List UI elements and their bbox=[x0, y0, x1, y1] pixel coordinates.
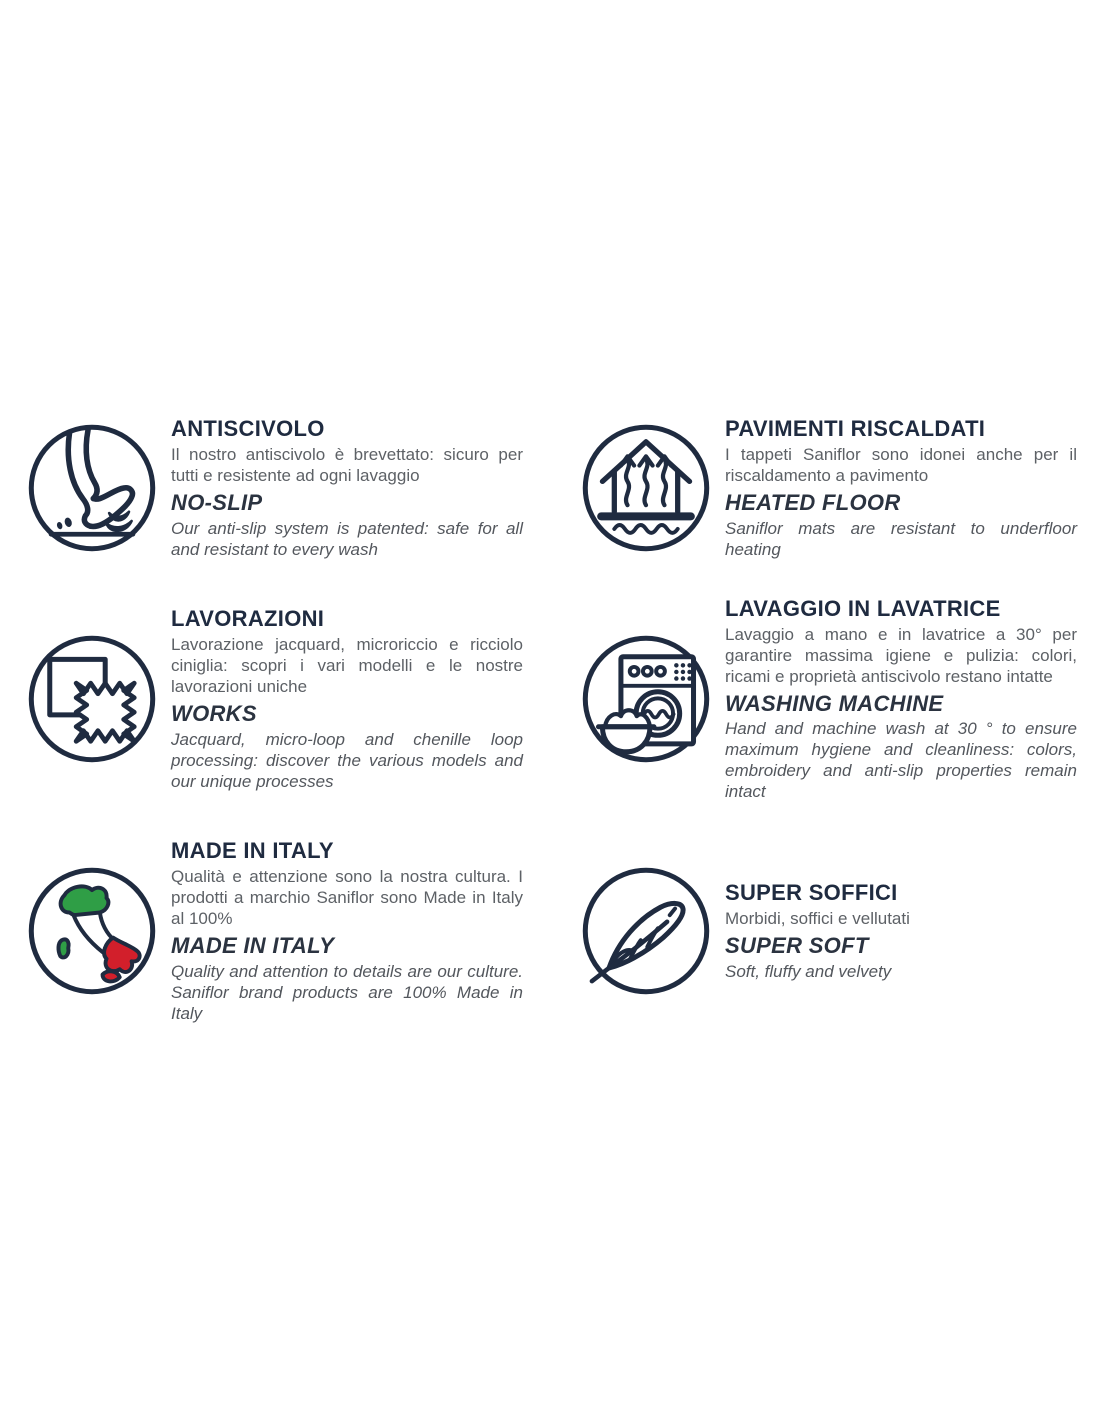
feature-desc-en: Soft, fluffy and velvety bbox=[725, 961, 892, 981]
feature-desc-en: Hand and machine wash at 30 ° to ensure maximum hygiene and cleanliness: colors, embroidery and anti-slip properties remain intact bbox=[725, 719, 1077, 802]
feature-desc-it: I tappeti Saniflor sono idonei anche per il riscaldamento a pavimento bbox=[725, 445, 1077, 486]
feature-title-it: LAVORAZIONI bbox=[171, 606, 325, 632]
feature-title-en: MADE IN ITALY bbox=[171, 933, 335, 959]
feature-made-in-italy bbox=[26, 838, 526, 1024]
heated-floor-icon bbox=[580, 422, 712, 554]
feature-text-block bbox=[171, 416, 523, 560]
feature-desc-it: Lavaggio a mano e in lavatrice a 30° per garantire massima igiene e pulizia: colori, ricami e proprietà antiscivolo restano intatte bbox=[725, 624, 1077, 686]
feature-text-block bbox=[725, 416, 1077, 560]
feature-title-en: HEATED FLOOR bbox=[725, 490, 901, 516]
feature-desc-it: Lavorazione jacquard, microriccio e ricciolo ciniglia: scopri i vari modelli e le nostre lavorazioni uniche bbox=[171, 635, 523, 697]
feature-title-en: WASHING MACHINE bbox=[725, 690, 944, 716]
feature-text-block bbox=[725, 880, 1077, 982]
italy-map-icon bbox=[26, 865, 158, 997]
feature-title-it: PAVIMENTI RISCALDATI bbox=[725, 416, 986, 441]
feature-lavorazioni bbox=[26, 606, 526, 792]
feature-title-it: MADE IN ITALY bbox=[171, 838, 334, 864]
feature-desc-it: Morbidi, soffici e vellutati bbox=[725, 909, 910, 929]
feature-title-it: LAVAGGIO IN LAVATRICE bbox=[725, 595, 1001, 621]
washing-machine-icon bbox=[580, 633, 712, 765]
feature-title-it: SUPER SOFFICI bbox=[725, 880, 898, 906]
feature-text-block bbox=[725, 596, 1077, 803]
feature-desc-en: Jacquard, micro-loop and chenille loop processing: discover the various models and our unique processes bbox=[171, 729, 523, 791]
feature-desc-en: Quality and attention to details are our culture. Saniflor brand products are 100% Made in Italy bbox=[171, 961, 523, 1023]
feature-antiscivolo bbox=[26, 416, 526, 560]
features-grid bbox=[26, 416, 1082, 1024]
feature-text-block bbox=[171, 838, 523, 1024]
feature-text-block bbox=[171, 606, 523, 792]
feature-desc-en: Our anti-slip system is patented: safe for all and resistant to every wash bbox=[171, 518, 523, 559]
foot-no-slip-icon bbox=[26, 422, 158, 554]
feature-desc-en: Saniflor mats are resistant to underfloor heating bbox=[725, 518, 1077, 559]
feature-super-soffici bbox=[580, 865, 1080, 997]
feature-lavaggio-in-lavatrice bbox=[580, 596, 1080, 803]
feature-desc-it: Qualità e attenzione sono la nostra cultura. I prodotti a marchio Saniflor sono Made in Italy al 100% bbox=[171, 867, 523, 929]
feature-pavimenti-riscaldati bbox=[580, 416, 1080, 560]
feather-icon bbox=[580, 865, 712, 997]
feature-title-en: NO-SLIP bbox=[171, 490, 263, 516]
feature-title-en: SUPER SOFT bbox=[725, 933, 869, 959]
fabric-works-icon bbox=[26, 633, 158, 765]
feature-desc-it: Il nostro antiscivolo è brevettato: sicuro per tutti e resistente ad ogni lavaggio bbox=[171, 445, 523, 486]
feature-title-it: ANTISCIVOLO bbox=[171, 416, 325, 441]
feature-title-en: WORKS bbox=[171, 701, 257, 727]
